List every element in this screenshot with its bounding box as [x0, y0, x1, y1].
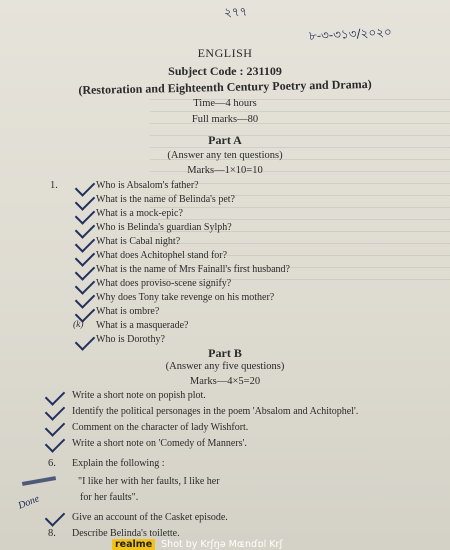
question-number: 8. — [48, 528, 56, 539]
handwritten-margin-note: Done — [16, 493, 41, 512]
quote-line: for her faults". — [80, 492, 139, 503]
watermark-credit: Shot by Krʃŋə Mɶnɗɒl Krʃ — [161, 538, 283, 550]
question-item: What is Cabal night? — [96, 236, 181, 247]
question-item: Who is Dorothy? — [96, 334, 165, 345]
date-handwritten: ৮-৩-৩১৩/২০২০ — [308, 24, 393, 44]
question-item: Write a short note on popish plot. — [72, 390, 206, 401]
question-item: Describe Belinda's toilette. — [72, 528, 180, 539]
question-item: What does proviso-scene signify? — [96, 278, 232, 289]
time-limit: Time—4 hours — [193, 98, 257, 109]
tick-mark — [45, 432, 66, 453]
question-item: Give an account of the Casket episode. — [72, 512, 228, 523]
handwritten-strikethrough — [22, 476, 56, 486]
paper-title: (Restoration and Eighteenth Century Poetry and Drama) — [78, 76, 372, 98]
part-a-instruction: (Answer any ten questions) — [167, 150, 283, 161]
tick-mark — [45, 506, 66, 527]
question-item: What is a mock-epic? — [96, 208, 183, 219]
question-item: What is a masquerade? — [96, 320, 189, 331]
watermark-brand: realme — [112, 539, 155, 550]
question-item: Why does Tony take revenge on his mother? — [96, 292, 275, 303]
part-a-marks: Marks—1×10=10 — [187, 165, 263, 176]
question-item: Who is Absalom's father? — [96, 180, 199, 191]
part-b-marks: Marks—4×5=20 — [189, 376, 261, 387]
question-letter-k: (k) — [73, 320, 84, 330]
quote-line: "I like her with her faults, I like her — [78, 476, 220, 487]
camera-watermark — [112, 538, 283, 550]
full-marks: Full marks—80 — [191, 114, 259, 125]
question-item: Comment on the character of lady Wishfort. — [72, 422, 249, 433]
question-item: Identify the political personages in the poem 'Absalom and Achitophel'. — [72, 406, 359, 417]
question-number: 6. — [48, 458, 56, 469]
question-item: What is the name of Mrs Fainall's first husband? — [96, 264, 290, 275]
subject-heading: ENGLISH — [197, 46, 253, 60]
question-item: What is the name of Belinda's pet? — [96, 194, 235, 205]
part-a-title: Part A — [208, 133, 242, 147]
subject-code: Subject Code : 231109 — [168, 64, 282, 78]
question-item: What is ombre? — [96, 306, 160, 317]
question-number: 1. — [50, 180, 58, 191]
question-item: Write a short note on 'Comedy of Manners'. — [72, 438, 247, 449]
page-number-handwritten: ২৭৭ — [223, 4, 248, 20]
question-item: Who is Belinda's guardian Sylph? — [96, 222, 232, 233]
part-b-title: Part B — [208, 346, 242, 360]
part-b-instruction: (Answer any five questions) — [165, 361, 285, 372]
question-item: What does Achitophel stand for? — [96, 250, 228, 261]
question-item: Explain the following : — [72, 458, 165, 469]
